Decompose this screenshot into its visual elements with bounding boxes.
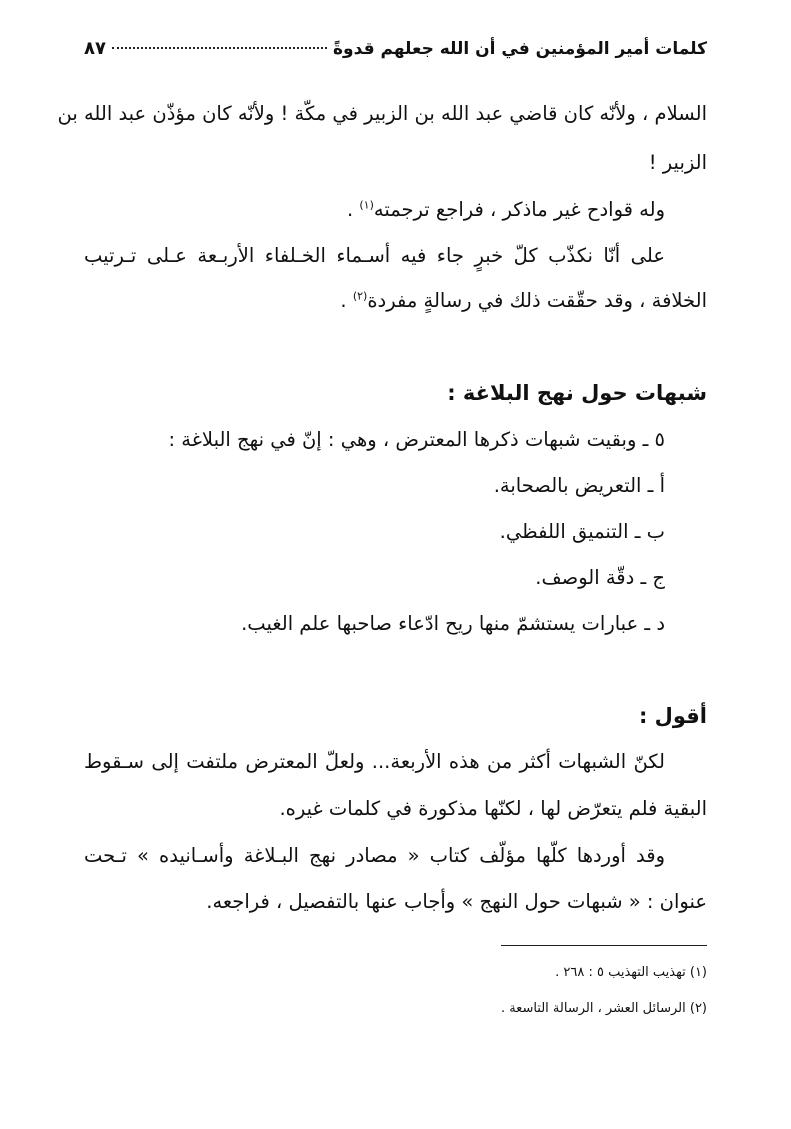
footnote-marker: (٢) bbox=[352, 289, 368, 303]
section-intro: ٥ ـ وبقيت شبهات ذكرها المعترض ، وهي : إنّ في نهج البلاغة : bbox=[168, 428, 665, 451]
section-heading: شبهات حول نهج البلاغة : bbox=[447, 381, 707, 405]
paragraph-line: البقية فلم يتعرّض لها ، لكنّها مذكورة في كلمات غيره. bbox=[279, 797, 707, 820]
footnote: (٢) الرسائل العشر ، الرسالة التاسعة . bbox=[500, 1001, 707, 1016]
paragraph-line bbox=[340, 287, 707, 315]
list-item: ج ـ دقّة الوصف. bbox=[535, 566, 665, 589]
paragraph-line bbox=[347, 196, 665, 224]
paragraph-line: الزبير ! bbox=[648, 151, 707, 174]
paragraph-text: وله قوادح غير ماذكر ، فراجع ترجمته bbox=[373, 198, 665, 221]
header-dot-leader bbox=[112, 46, 327, 49]
paragraph-text: الخلافة ، وقد حقّقت ذلك في رسالةٍ مفردة bbox=[367, 289, 707, 312]
paragraph-line: على أنّا نكذّب كلّ خبرٍ جاء فيه أسـماء الخـلفاء الأربـعة عـلى تـرتيب bbox=[84, 244, 665, 267]
list-item: أ ـ التعريض بالصحابة. bbox=[493, 474, 665, 497]
paragraph-text: . bbox=[346, 198, 360, 221]
paragraph-line: عنوان : « شبهات حول النهج » وأجاب عنها بالتفصيل ، فراجعه. bbox=[206, 890, 707, 913]
paragraph-line: السلام ، ولأنّه كان قاضي عبد الله بن الزبير في مكّة ! ولأنّه كان مؤذّن عبد الله بن bbox=[57, 102, 707, 125]
list-item: ب ـ التنميق اللفظي. bbox=[499, 520, 665, 543]
page-number: ٨٧ bbox=[84, 38, 106, 59]
paragraph-line: وقد أوردها كلّها مؤلّف كتاب « مصادر نهج البـلاغة وأسـانيده » تـحت bbox=[84, 844, 665, 867]
running-header bbox=[84, 38, 707, 68]
running-title: كلمات أمير المؤمنين في أن الله جعلهم قدوةً bbox=[333, 39, 707, 59]
list-item: د ـ عبارات يستشمّ منها ريح ادّعاء صاحبها علم الغيب. bbox=[241, 612, 665, 635]
footnote-marker: (١) bbox=[359, 198, 374, 212]
paragraph-line: لكنّ الشبهات أكثر من هذه الأربعة... ولعلّ المعترض ملتفت إلى سـقوط bbox=[84, 750, 665, 773]
footnote-divider bbox=[501, 945, 707, 946]
footnote: (١) تهذيب التهذيب ٥ : ٢٦٨ . bbox=[555, 965, 707, 980]
reply-heading: أقول : bbox=[638, 704, 707, 728]
paragraph-text: . bbox=[340, 289, 353, 312]
